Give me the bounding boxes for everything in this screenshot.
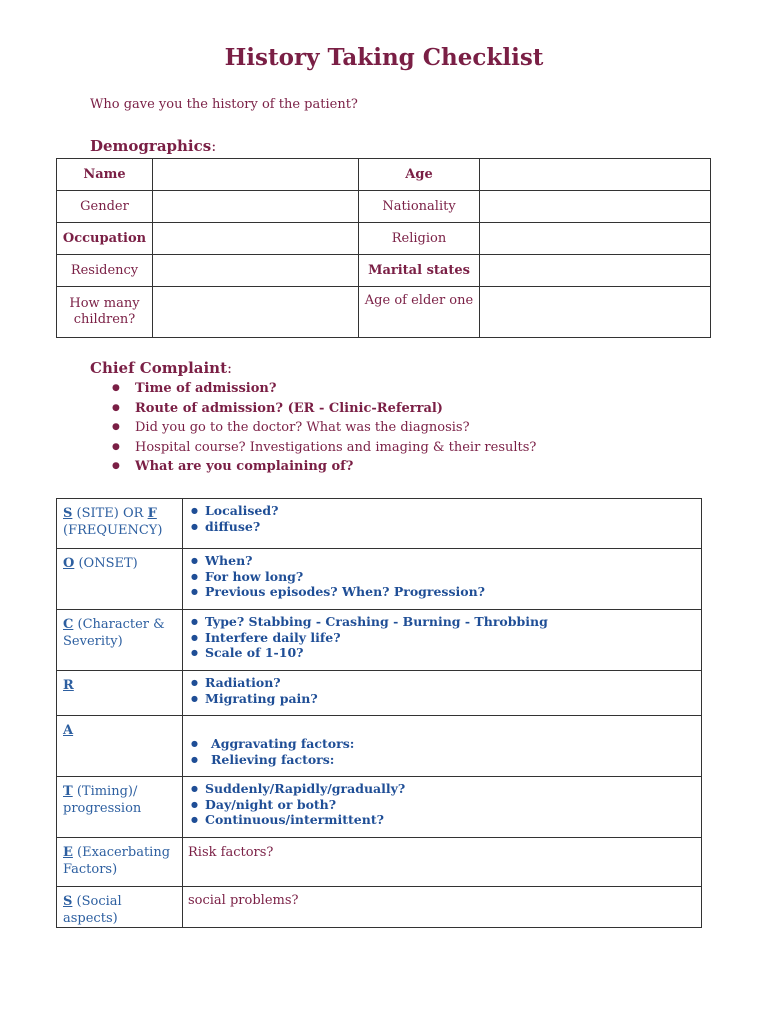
timing-question-list	[188, 781, 696, 828]
children-count-label: How many children?	[57, 287, 153, 338]
timing-questions-cell	[183, 777, 702, 838]
site-frequency-cell	[57, 499, 183, 549]
timing-cell	[57, 777, 183, 838]
residency-label: Residency	[57, 255, 153, 287]
gender-field[interactable]	[152, 191, 358, 223]
social-key: S	[63, 894, 73, 909]
age-label: Age	[358, 159, 480, 191]
list-item: ● diffuse?	[188, 519, 696, 535]
socrates-table	[56, 498, 702, 928]
list-item: ● Interfere daily life?	[188, 630, 696, 646]
table-row	[57, 223, 711, 255]
age-field[interactable]	[480, 159, 711, 191]
chief-complaint-heading-text: Chief Complaint	[90, 359, 228, 377]
list-item: ● For how long?	[188, 569, 696, 585]
social-label: (Social aspects)	[63, 894, 122, 926]
list-item: ● Suddenly/Rapidly/gradually?	[188, 781, 696, 797]
residency-field[interactable]	[152, 255, 358, 287]
list-item: ● Scale of 1-10?	[188, 645, 696, 661]
list-item: ● Hospital course? Investigations and imaging & their results?	[112, 438, 536, 458]
list-item: ● What are you complaining of?	[112, 457, 536, 477]
demographics-table	[56, 158, 711, 338]
character-key: C	[63, 617, 74, 632]
radiation-questions-cell	[183, 671, 702, 716]
associated-question-list	[188, 736, 696, 767]
table-row	[57, 255, 711, 287]
table-row	[57, 777, 702, 838]
marital-status-label: Marital states	[358, 255, 480, 287]
gender-label: Gender	[57, 191, 153, 223]
marital-status-field[interactable]	[480, 255, 711, 287]
onset-key: O	[63, 556, 75, 571]
list-item: ● Relieving factors:	[188, 752, 696, 768]
list-item: ● Time of admission?	[112, 379, 536, 399]
exacerbating-cell	[57, 838, 183, 887]
table-row	[57, 887, 702, 928]
chief-complaint-heading	[90, 359, 232, 377]
name-label: Name	[57, 159, 153, 191]
list-item: ● Radiation?	[188, 675, 696, 691]
name-field[interactable]	[152, 159, 358, 191]
demographics-heading-text: Demographics	[90, 137, 212, 155]
list-item: ● Route of admission? (ER - Clinic-Referral)	[112, 399, 536, 419]
elder-age-label: Age of elder one	[358, 287, 480, 338]
character-label: (Character & Severity)	[63, 617, 165, 649]
site-question-list	[188, 503, 696, 534]
demographics-heading	[90, 137, 216, 155]
frequency-key: F	[147, 506, 157, 521]
chief-complaint-list	[112, 379, 536, 477]
site-questions-cell	[183, 499, 702, 549]
table-row	[57, 716, 702, 777]
list-item: ● Day/night or both?	[188, 797, 696, 813]
occupation-label: Occupation	[57, 223, 153, 255]
onset-questions-cell	[183, 549, 702, 610]
table-row	[57, 610, 702, 671]
radiation-cell	[57, 671, 183, 716]
list-item: ● Previous episodes? When? Progression?	[188, 584, 696, 600]
social-problems-text: social problems?	[188, 893, 299, 908]
table-row	[57, 287, 711, 338]
character-question-list	[188, 614, 696, 661]
occupation-field[interactable]	[152, 223, 358, 255]
table-row	[57, 549, 702, 610]
site-label: (SITE) OR	[72, 506, 148, 521]
demographics-heading-colon: :	[211, 137, 217, 155]
children-count-field[interactable]	[152, 287, 358, 338]
list-item: ● Migrating pain?	[188, 691, 696, 707]
religion-field[interactable]	[480, 223, 711, 255]
history-source-question: Who gave you the history of the patient?	[90, 97, 358, 112]
timing-key: T	[63, 784, 73, 799]
risk-factors-text: Risk factors?	[188, 845, 274, 860]
list-item: ● Localised?	[188, 503, 696, 519]
table-row	[57, 499, 702, 549]
list-item: ● Continuous/intermittent?	[188, 812, 696, 828]
exacerbating-label: (Exacerbating Factors)	[63, 845, 171, 877]
associated-cell	[57, 716, 183, 777]
page-title: History Taking Checklist	[224, 44, 544, 71]
chief-complaint-heading-colon: :	[227, 359, 233, 377]
onset-label: (ONSET)	[74, 556, 138, 571]
list-item: ● Aggravating factors:	[188, 736, 696, 752]
table-row	[57, 159, 711, 191]
list-item: ● Type? Stabbing - Crashing - Burning - Throbbing	[188, 614, 696, 630]
elder-age-field[interactable]	[480, 287, 711, 338]
social-questions-cell	[183, 887, 702, 928]
social-cell	[57, 887, 183, 928]
list-item: ● Did you go to the doctor? What was the diagnosis?	[112, 418, 536, 438]
associated-questions-cell	[183, 716, 702, 777]
frequency-label: (FREQUENCY)	[63, 523, 163, 538]
onset-question-list	[188, 553, 696, 600]
radiation-question-list	[188, 675, 696, 706]
associated-key: A	[63, 723, 74, 738]
table-row	[57, 671, 702, 716]
nationality-field[interactable]	[480, 191, 711, 223]
onset-cell	[57, 549, 183, 610]
nationality-label: Nationality	[358, 191, 480, 223]
character-questions-cell	[183, 610, 702, 671]
timing-label: (Timing)/ progression	[63, 784, 142, 816]
exacerbating-key: E	[63, 845, 73, 860]
exacerbating-questions-cell	[183, 838, 702, 887]
character-cell	[57, 610, 183, 671]
table-row	[57, 838, 702, 887]
table-row	[57, 191, 711, 223]
radiation-key: R	[63, 678, 74, 693]
site-key: S	[63, 506, 73, 521]
religion-label: Religion	[358, 223, 480, 255]
list-item: ● When?	[188, 553, 696, 569]
